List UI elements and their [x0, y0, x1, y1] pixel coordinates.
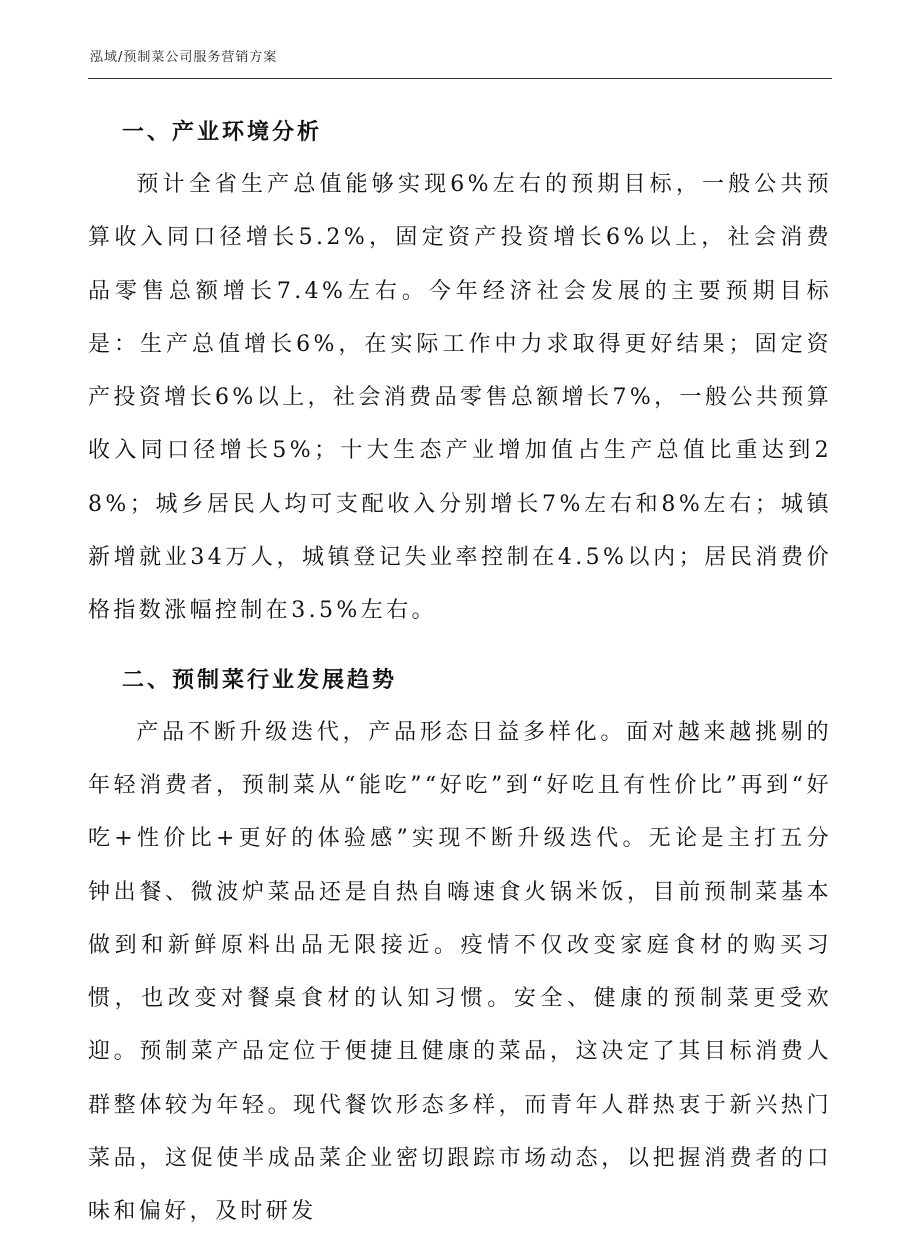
header-divider	[88, 78, 832, 79]
paragraph-industry-environment: 预计全省生产总值能够实现6%左右的预期目标，一般公共预算收入同口径增长5.2%，固定资产投资增长6%以上，社会消费品零售总额增长7.4%左右。今年经济社会发展的主要预期目标是：生产总值增长6%，在实际工作中力求取得更好结果；固定资产投资增长6%以上，社会消费品零售总额增长7%，一般公共预算收入同口径增长5%；十大生态产业增加值占生产总值比重达到28%；城乡居民人均可支配收入分别增长7%左右和8%左右；城镇新增就业34万人，城镇登记失业率控制在4.5%以内；居民消费价格指数涨幅控制在3.5%左右。	[88, 172, 832, 624]
section-heading-industry-trends: 二、预制菜行业发展趋势	[122, 667, 398, 693]
paragraph-industry-trends: 产品不断升级迭代，产品形态日益多样化。面对越来越挑剔的年轻消费者，预制菜从“能吃”“好吃”到“好吃且有性价比”再到“好吃+性价比+更好的体验感”实现不断升级迭代。无论是主打五分钟出餐、微波炉菜品还是自热自嗨速食火锅米饭，目前预制菜基本做到和新鲜原料出品无限接近。疫情不仅改变家庭食材的购买习惯，也改变对餐桌食材的认知习惯。安全、健康的预制菜更受欢迎。预制菜产品定位于便捷且健康的菜品，这决定了其目标消费人群整体较为年轻。现代餐饮形态多样，而青年人群热衷于新兴热门菜品，这促使半成品菜企业密切跟踪市场动态，以把握消费者的口味和偏好，及时研发	[88, 719, 832, 1225]
section-heading-industry-environment: 一、产业环境分析	[122, 120, 323, 145]
section-spacer	[88, 638, 832, 656]
document-body	[88, 108, 832, 1239]
running-header: 泓域/预制菜公司服务营销方案	[90, 50, 278, 65]
